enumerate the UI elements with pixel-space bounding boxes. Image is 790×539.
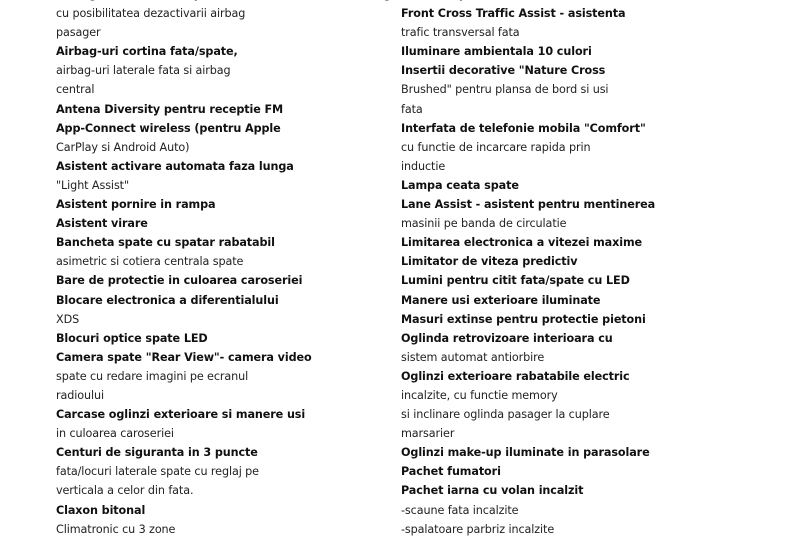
feature-description: airbag-uri laterale fata si airbag [56,64,231,78]
feature-description: "Light Assist" [56,178,130,192]
right-column [401,0,741,539]
feature-title: Limitator de viteza predictiv [401,255,578,269]
feature-description: cu functie de incarcare rapida prin [401,140,591,154]
left-column [56,0,396,539]
feature-title: Masuri extinse pentru protectie pietoni [401,312,646,326]
feature-title: Carcase oglinzi exterioare si manere usi [56,408,306,422]
feature-title: Oglinzi make-up iluminate in parasolare [401,446,650,460]
feature-description: fata [401,102,423,116]
feature-description: central [56,83,95,97]
feature-description: radioului [56,388,105,402]
feature-title: Front Cross Traffic Assist - asistenta [401,7,626,21]
feature-title: Camera spate "Rear View"- camera video [56,350,312,364]
feature-description: incalzite, cu functie memory [401,388,558,402]
feature-description: si inclinare oglinda pasager la cuplare [401,408,610,422]
feature-description: -spalatoare parbriz incalzite [401,522,555,536]
feature-description: -scaune fata incalzite [401,503,519,517]
feature-title: Lane Assist - asistent pentru mentinerea [401,198,656,212]
feature-title: Interfata de telefonie mobila "Comfort" [401,121,646,135]
feature-title: Centuri de siguranta in 3 puncte [56,446,258,460]
feature-title: Iluminare ambientala 10 culori [401,45,592,59]
feature-title: Asistent activare automata faza lunga [56,159,294,173]
feature-title: Pachet fumatori [401,465,501,479]
feature-description: asimetric si cotiera centrala spate [56,255,244,269]
feature-title: Limitarea electronica a vitezei maxime [401,236,643,250]
feature-title: Antena Diversity pentru receptie FM [56,102,284,116]
feature-description: Climatronic cu 3 zone [56,522,176,536]
feature-title: Oglinda retrovizoare interioara cu [401,331,613,345]
feature-description: cu posibilitatea dezactivarii airbag [56,7,246,21]
feature-title: Asistent pornire in rampa [56,198,216,212]
feature-description: XDS [56,312,80,326]
feature-title: Blocuri optice spate LED [56,331,208,345]
feature-title: App-Connect wireless (pentru Apple [56,121,281,135]
feature-description: pasager [56,26,101,40]
feature-description: verticala a celor din fata. [56,484,194,498]
feature-title: Oglinzi exterioare rabatabile electric [401,369,630,383]
feature-title: Airbag-uri cortina fata/spate, [56,45,238,59]
feature-description: trafic transversal fata [401,26,520,40]
feature-description: in culoarea caroseriei [56,427,174,441]
feature-description: fata/locuri laterale spate cu reglaj pe [56,465,259,479]
feature-title: Bare de protectie in culoarea caroseriei [56,274,303,288]
feature-title: Insertii decorative "Nature Cross [401,64,606,78]
feature-title: Asistent virare [56,217,148,231]
feature-title: Manere usi exterioare iluminate [401,293,601,307]
feature-description: spate cu redare imagini pe ecranul [56,369,249,383]
feature-title: Blocare electronica a diferentialului [56,293,279,307]
feature-title: Bancheta spate cu spatar rabatabil [56,236,275,250]
feature-description: inductie [401,159,446,173]
feature-title: Claxon bitonal [56,503,146,517]
feature-title: Lampa ceata spate [401,178,519,192]
feature-title: Pachet iarna cu volan incalzit [401,484,584,498]
feature-description: masinii pe banda de circulatie [401,217,567,231]
feature-title: Lumini pentru citit fata/spate cu LED [401,274,630,288]
feature-description: sistem automat antiorbire [401,350,545,364]
feature-description: CarPlay si Android Auto) [56,140,190,154]
feature-description: marsarier [401,427,455,441]
feature-description: Brushed" pentru plansa de bord si usi [401,83,609,97]
